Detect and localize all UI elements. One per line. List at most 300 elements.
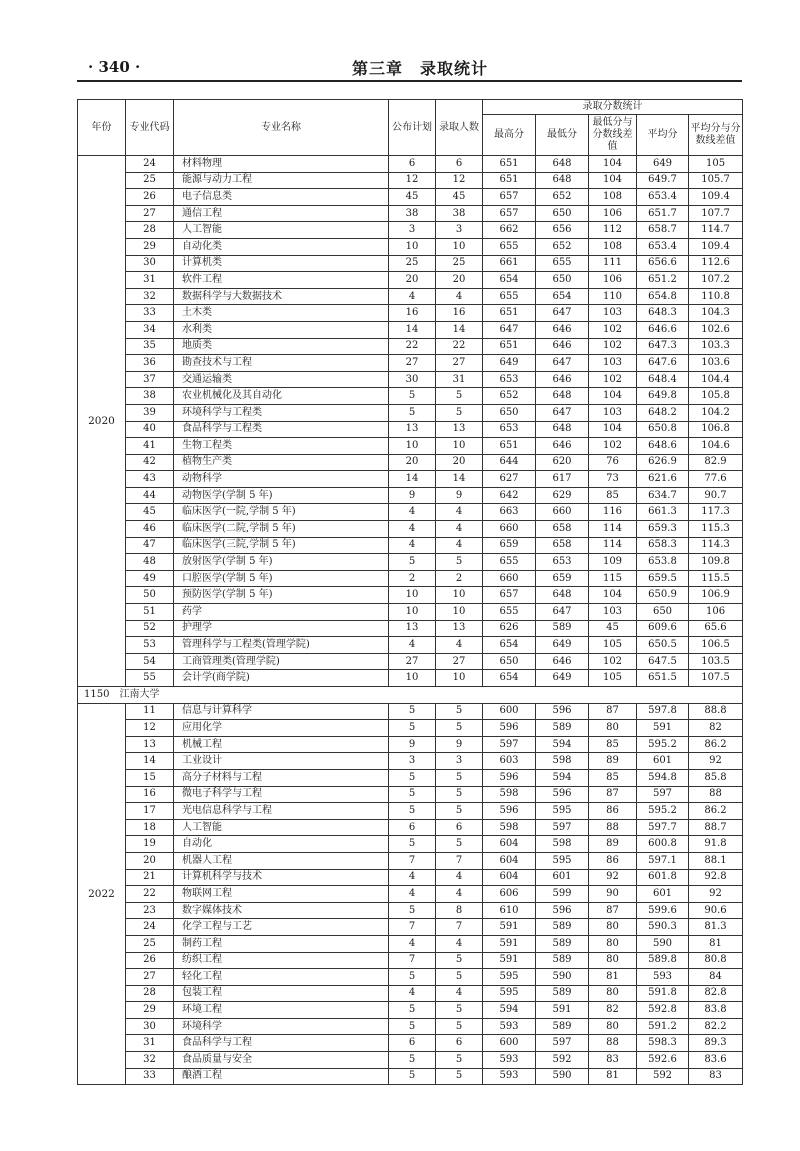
code-cell: 12: [126, 720, 174, 737]
table-row: [78, 305, 743, 322]
name-cell: 轻化工程: [174, 969, 389, 986]
code-cell: 15: [126, 769, 174, 786]
min-diff-cell: 89: [589, 753, 637, 770]
name-cell: 化学工程与工艺: [174, 919, 389, 936]
min-cell: 589: [536, 985, 589, 1002]
table-row: [78, 371, 743, 388]
min-diff-cell: 80: [589, 1018, 637, 1035]
admitted-cell: 5: [436, 1052, 483, 1069]
code-cell: 48: [126, 554, 174, 571]
min-diff-cell: 80: [589, 952, 637, 969]
admitted-cell: 27: [436, 653, 483, 670]
plan-cell: 4: [389, 537, 436, 554]
min-diff-cell: 104: [589, 172, 637, 189]
max-cell: 651: [483, 172, 536, 189]
min-cell: 646: [536, 438, 589, 455]
avg-cell: 592.8: [637, 1002, 689, 1019]
avg-diff-cell: 105.8: [689, 388, 743, 405]
admitted-cell: 5: [436, 703, 483, 720]
plan-cell: 38: [389, 205, 436, 222]
name-cell: 食品科学与工程类: [174, 421, 389, 438]
code-cell: 31: [126, 272, 174, 289]
admitted-cell: 7: [436, 919, 483, 936]
admission-table: [77, 99, 743, 1085]
table-row: [78, 1052, 743, 1069]
code-cell: 24: [126, 156, 174, 173]
code-cell: 16: [126, 786, 174, 803]
min-cell: 648: [536, 172, 589, 189]
avg-diff-cell: 91.8: [689, 836, 743, 853]
table-row: [78, 919, 743, 936]
min-diff-cell: 106: [589, 272, 637, 289]
max-cell: 644: [483, 454, 536, 471]
avg-diff-cell: 106.9: [689, 587, 743, 604]
min-cell: 658: [536, 521, 589, 538]
admitted-cell: 2: [436, 570, 483, 587]
max-cell: 655: [483, 288, 536, 305]
table-row: [78, 836, 743, 853]
plan-cell: 7: [389, 852, 436, 869]
max-cell: 597: [483, 736, 536, 753]
col-admitted: 录取人数: [436, 100, 483, 156]
min-diff-cell: 103: [589, 604, 637, 621]
table-row: [78, 471, 743, 488]
min-cell: 596: [536, 902, 589, 919]
min-diff-cell: 80: [589, 985, 637, 1002]
min-cell: 646: [536, 653, 589, 670]
min-cell: 594: [536, 769, 589, 786]
name-cell: 农业机械化及其自动化: [174, 388, 389, 405]
chapter-title: 第三章 录取统计: [352, 59, 489, 78]
name-cell: 人工智能: [174, 819, 389, 836]
code-cell: 39: [126, 404, 174, 421]
min-diff-cell: 85: [589, 769, 637, 786]
min-diff-cell: 103: [589, 305, 637, 322]
table-row: [78, 886, 743, 903]
code-cell: 27: [126, 205, 174, 222]
admitted-cell: 6: [436, 819, 483, 836]
min-diff-cell: 104: [589, 421, 637, 438]
code-cell: 38: [126, 388, 174, 405]
avg-diff-cell: 86.2: [689, 803, 743, 820]
min-cell: 592: [536, 1052, 589, 1069]
header-rule: [77, 80, 742, 82]
avg-cell: 592: [637, 1068, 689, 1085]
code-cell: 21: [126, 869, 174, 886]
table-row: [78, 670, 743, 687]
min-cell: 598: [536, 753, 589, 770]
plan-cell: 5: [389, 902, 436, 919]
admitted-cell: 10: [436, 604, 483, 621]
avg-diff-cell: 88.1: [689, 852, 743, 869]
max-cell: 596: [483, 720, 536, 737]
name-cell: 预防医学(学制 5 年): [174, 587, 389, 604]
min-cell: 649: [536, 637, 589, 654]
admitted-cell: 4: [436, 504, 483, 521]
avg-cell: 594.8: [637, 769, 689, 786]
max-cell: 659: [483, 537, 536, 554]
min-cell: 660: [536, 504, 589, 521]
avg-cell: 609.6: [637, 620, 689, 637]
code-cell: 54: [126, 653, 174, 670]
admitted-cell: 3: [436, 222, 483, 239]
plan-cell: 3: [389, 753, 436, 770]
min-diff-cell: 88: [589, 1035, 637, 1052]
table-row: [78, 454, 743, 471]
avg-diff-cell: 103.5: [689, 653, 743, 670]
max-cell: 649: [483, 355, 536, 372]
admitted-cell: 5: [436, 786, 483, 803]
name-cell: 动物科学: [174, 471, 389, 488]
min-diff-cell: 80: [589, 935, 637, 952]
admitted-cell: 4: [436, 985, 483, 1002]
page-number: · 340 ·: [88, 58, 141, 76]
avg-cell: 595.2: [637, 736, 689, 753]
name-cell: 应用化学: [174, 720, 389, 737]
min-cell: 648: [536, 388, 589, 405]
plan-cell: 5: [389, 969, 436, 986]
plan-cell: 14: [389, 321, 436, 338]
col-max: 最高分: [483, 115, 536, 156]
max-cell: 663: [483, 504, 536, 521]
name-cell: 食品科学与工程: [174, 1035, 389, 1052]
admitted-cell: 14: [436, 321, 483, 338]
avg-cell: 656.6: [637, 255, 689, 272]
plan-cell: 5: [389, 404, 436, 421]
max-cell: 653: [483, 421, 536, 438]
plan-cell: 20: [389, 454, 436, 471]
min-cell: 595: [536, 852, 589, 869]
plan-cell: 4: [389, 288, 436, 305]
avg-cell: 621.6: [637, 471, 689, 488]
avg-diff-cell: 115.5: [689, 570, 743, 587]
admitted-cell: 4: [436, 637, 483, 654]
avg-diff-cell: 109.4: [689, 189, 743, 206]
min-cell: 659: [536, 570, 589, 587]
section-2020: [78, 156, 743, 687]
table-row: [78, 172, 743, 189]
avg-diff-cell: 110.8: [689, 288, 743, 305]
table-row: [78, 521, 743, 538]
table-row: [78, 736, 743, 753]
name-cell: 制药工程: [174, 935, 389, 952]
admitted-cell: 5: [436, 720, 483, 737]
plan-cell: 20: [389, 272, 436, 289]
avg-diff-cell: 103.6: [689, 355, 743, 372]
admitted-cell: 16: [436, 305, 483, 322]
avg-cell: 653.4: [637, 189, 689, 206]
code-cell: 30: [126, 255, 174, 272]
min-diff-cell: 105: [589, 670, 637, 687]
min-diff-cell: 108: [589, 189, 637, 206]
admitted-cell: 4: [436, 886, 483, 903]
avg-diff-cell: 81: [689, 935, 743, 952]
min-cell: 648: [536, 587, 589, 604]
code-cell: 28: [126, 985, 174, 1002]
name-cell: 口腔医学(学制 5 年): [174, 570, 389, 587]
code-cell: 13: [126, 736, 174, 753]
plan-cell: 6: [389, 819, 436, 836]
table-row: [78, 653, 743, 670]
min-cell: 591: [536, 1002, 589, 1019]
avg-cell: 648.4: [637, 371, 689, 388]
avg-cell: 626.9: [637, 454, 689, 471]
code-cell: 52: [126, 620, 174, 637]
admitted-cell: 9: [436, 736, 483, 753]
table-row: [78, 537, 743, 554]
min-cell: 596: [536, 786, 589, 803]
min-cell: 656: [536, 222, 589, 239]
min-cell: 647: [536, 604, 589, 621]
table-row: [78, 952, 743, 969]
name-cell: 酿酒工程: [174, 1068, 389, 1085]
plan-cell: 5: [389, 388, 436, 405]
table-row: [78, 703, 743, 720]
table-row: [78, 720, 743, 737]
avg-diff-cell: 77.6: [689, 471, 743, 488]
code-cell: 29: [126, 238, 174, 255]
avg-cell: 597: [637, 786, 689, 803]
min-cell: 650: [536, 272, 589, 289]
col-min: 最低分: [536, 115, 589, 156]
avg-diff-cell: 107.7: [689, 205, 743, 222]
plan-cell: 5: [389, 1052, 436, 1069]
name-cell: 电子信息类: [174, 189, 389, 206]
code-cell: 37: [126, 371, 174, 388]
min-diff-cell: 88: [589, 819, 637, 836]
name-cell: 环境科学: [174, 1018, 389, 1035]
min-diff-cell: 80: [589, 720, 637, 737]
name-cell: 通信工程: [174, 205, 389, 222]
plan-cell: 5: [389, 703, 436, 720]
min-diff-cell: 104: [589, 587, 637, 604]
table-row: [78, 803, 743, 820]
avg-diff-cell: 90.6: [689, 902, 743, 919]
name-cell: 自动化类: [174, 238, 389, 255]
avg-diff-cell: 109.4: [689, 238, 743, 255]
min-cell: 590: [536, 969, 589, 986]
col-plan: 公布计划: [389, 100, 436, 156]
avg-cell: 601: [637, 753, 689, 770]
min-diff-cell: 76: [589, 454, 637, 471]
min-cell: 597: [536, 1035, 589, 1052]
avg-diff-cell: 115.3: [689, 521, 743, 538]
min-diff-cell: 89: [589, 836, 637, 853]
max-cell: 593: [483, 1068, 536, 1085]
avg-diff-cell: 88.8: [689, 703, 743, 720]
plan-cell: 3: [389, 222, 436, 239]
avg-cell: 653.8: [637, 554, 689, 571]
admitted-cell: 27: [436, 355, 483, 372]
min-diff-cell: 102: [589, 321, 637, 338]
plan-cell: 5: [389, 836, 436, 853]
plan-cell: 5: [389, 803, 436, 820]
plan-cell: 9: [389, 736, 436, 753]
plan-cell: 10: [389, 587, 436, 604]
code-cell: 27: [126, 969, 174, 986]
min-cell: 658: [536, 537, 589, 554]
max-cell: 662: [483, 222, 536, 239]
avg-diff-cell: 107.5: [689, 670, 743, 687]
admitted-cell: 10: [436, 670, 483, 687]
name-cell: 地质类: [174, 338, 389, 355]
admitted-cell: 4: [436, 537, 483, 554]
min-diff-cell: 87: [589, 902, 637, 919]
max-cell: 661: [483, 255, 536, 272]
admitted-cell: 4: [436, 935, 483, 952]
admitted-cell: 5: [436, 388, 483, 405]
min-diff-cell: 86: [589, 803, 637, 820]
name-cell: 动物医学(学制 5 年): [174, 487, 389, 504]
avg-cell: 598.3: [637, 1035, 689, 1052]
min-diff-cell: 81: [589, 969, 637, 986]
code-cell: 53: [126, 637, 174, 654]
code-cell: 26: [126, 189, 174, 206]
avg-diff-cell: 86.2: [689, 736, 743, 753]
admitted-cell: 13: [436, 620, 483, 637]
admitted-cell: 4: [436, 288, 483, 305]
name-cell: 会计学(商学院): [174, 670, 389, 687]
min-diff-cell: 102: [589, 338, 637, 355]
table-row: [78, 620, 743, 637]
avg-diff-cell: 106.5: [689, 637, 743, 654]
avg-cell: 600.8: [637, 836, 689, 853]
name-cell: 纺织工程: [174, 952, 389, 969]
plan-cell: 4: [389, 886, 436, 903]
plan-cell: 5: [389, 554, 436, 571]
max-cell: 652: [483, 388, 536, 405]
code-cell: 41: [126, 438, 174, 455]
max-cell: 604: [483, 852, 536, 869]
min-cell: 647: [536, 305, 589, 322]
avg-diff-cell: 106: [689, 604, 743, 621]
admitted-cell: 45: [436, 189, 483, 206]
table-row: [78, 786, 743, 803]
admitted-cell: 5: [436, 554, 483, 571]
col-min-diff: 最低分与分数线差值: [589, 115, 637, 156]
plan-cell: 7: [389, 919, 436, 936]
code-cell: 28: [126, 222, 174, 239]
max-cell: 654: [483, 272, 536, 289]
avg-diff-cell: 82.9: [689, 454, 743, 471]
avg-cell: 597.7: [637, 819, 689, 836]
code-cell: 34: [126, 321, 174, 338]
min-cell: 648: [536, 156, 589, 173]
min-diff-cell: 109: [589, 554, 637, 571]
plan-cell: 7: [389, 952, 436, 969]
code-cell: 18: [126, 819, 174, 836]
name-cell: 土木类: [174, 305, 389, 322]
min-cell: 617: [536, 471, 589, 488]
table-row: [78, 355, 743, 372]
avg-diff-cell: 114.7: [689, 222, 743, 239]
avg-cell: 651.7: [637, 205, 689, 222]
code-cell: 22: [126, 886, 174, 903]
avg-cell: 648.3: [637, 305, 689, 322]
min-cell: 629: [536, 487, 589, 504]
max-cell: 650: [483, 653, 536, 670]
avg-diff-cell: 82.2: [689, 1018, 743, 1035]
plan-cell: 5: [389, 786, 436, 803]
table-row: [78, 487, 743, 504]
avg-diff-cell: 112.6: [689, 255, 743, 272]
avg-diff-cell: 82.8: [689, 985, 743, 1002]
name-cell: 食品质量与安全: [174, 1052, 389, 1069]
admitted-cell: 38: [436, 205, 483, 222]
admitted-cell: 6: [436, 156, 483, 173]
min-cell: 589: [536, 935, 589, 952]
table-row: [78, 504, 743, 521]
plan-cell: 10: [389, 238, 436, 255]
table-row: [78, 1002, 743, 1019]
table-row: [78, 205, 743, 222]
max-cell: 660: [483, 521, 536, 538]
admitted-cell: 8: [436, 902, 483, 919]
min-diff-cell: 110: [589, 288, 637, 305]
col-code: 专业代码: [126, 100, 174, 156]
table-row: [78, 404, 743, 421]
plan-cell: 5: [389, 720, 436, 737]
max-cell: 594: [483, 1002, 536, 1019]
avg-diff-cell: 83: [689, 1068, 743, 1085]
avg-diff-cell: 102.6: [689, 321, 743, 338]
min-diff-cell: 86: [589, 852, 637, 869]
avg-cell: 650.9: [637, 587, 689, 604]
min-cell: 652: [536, 189, 589, 206]
avg-cell: 589.8: [637, 952, 689, 969]
avg-cell: 648.2: [637, 404, 689, 421]
name-cell: 临床医学(二院,学制 5 年): [174, 521, 389, 538]
max-cell: 657: [483, 587, 536, 604]
code-cell: 46: [126, 521, 174, 538]
col-group: 录取分数统计: [483, 100, 743, 115]
avg-diff-cell: 65.6: [689, 620, 743, 637]
min-cell: 598: [536, 836, 589, 853]
avg-cell: 591: [637, 720, 689, 737]
max-cell: 657: [483, 189, 536, 206]
plan-cell: 2: [389, 570, 436, 587]
admitted-cell: 12: [436, 172, 483, 189]
table-row: [78, 969, 743, 986]
name-cell: 软件工程: [174, 272, 389, 289]
code-cell: 42: [126, 454, 174, 471]
avg-cell: 658.3: [637, 537, 689, 554]
min-diff-cell: 102: [589, 653, 637, 670]
plan-cell: 9: [389, 487, 436, 504]
plan-cell: 4: [389, 504, 436, 521]
admitted-cell: 5: [436, 836, 483, 853]
avg-diff-cell: 104.3: [689, 305, 743, 322]
min-cell: 589: [536, 1018, 589, 1035]
year-cell: 2020: [78, 156, 126, 687]
admitted-cell: 4: [436, 521, 483, 538]
max-cell: 642: [483, 487, 536, 504]
table-row: [78, 388, 743, 405]
min-cell: 589: [536, 720, 589, 737]
avg-cell: 647.5: [637, 653, 689, 670]
code-cell: 17: [126, 803, 174, 820]
min-diff-cell: 106: [589, 205, 637, 222]
admitted-cell: 5: [436, 1002, 483, 1019]
min-cell: 654: [536, 288, 589, 305]
min-diff-cell: 83: [589, 1052, 637, 1069]
avg-cell: 650.8: [637, 421, 689, 438]
avg-cell: 658.7: [637, 222, 689, 239]
avg-cell: 649: [637, 156, 689, 173]
plan-cell: 6: [389, 156, 436, 173]
avg-cell: 590: [637, 935, 689, 952]
admitted-cell: 31: [436, 371, 483, 388]
